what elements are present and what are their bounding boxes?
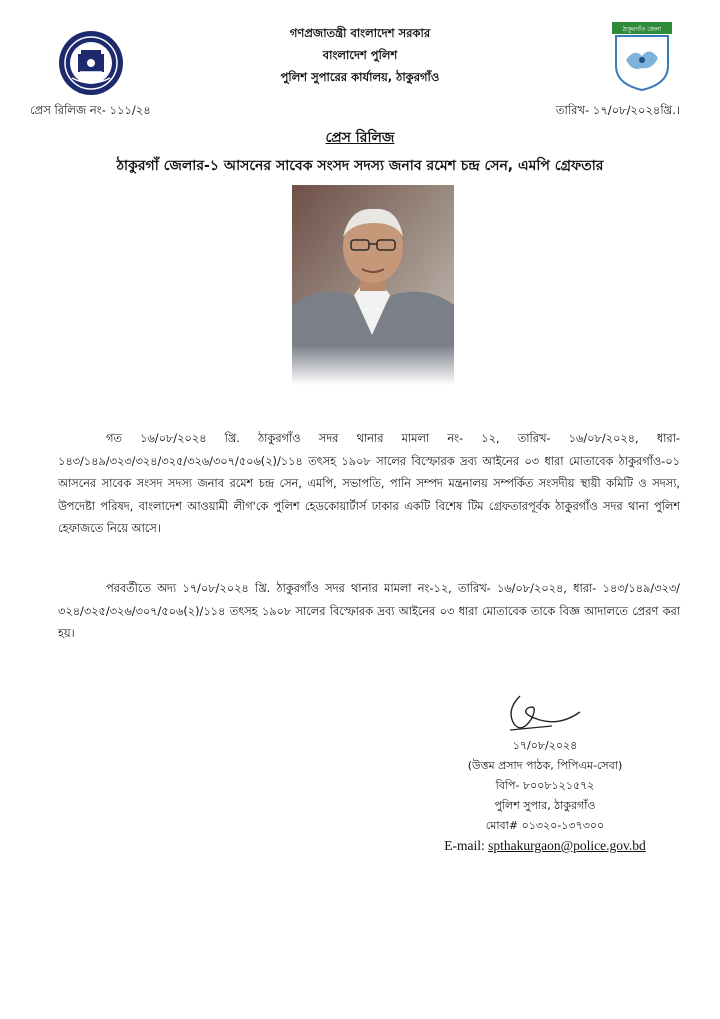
email-row: [410, 836, 680, 856]
signatory-designation: পুলিশ সুপার, ঠাকুরগাঁও: [494, 799, 596, 812]
government-header: [180, 22, 540, 88]
document-title: প্রেস রিলিজ: [325, 130, 395, 146]
press-release-number: প্রেস রিলিজ নং- ১১১/২৪: [30, 103, 151, 117]
email-link[interactable]: spthakurgaon@police.gov.bd: [488, 838, 646, 853]
reference-row: [30, 102, 680, 122]
signatory-mobile: মোবা# ০১৩২০-১৩৭৩০০: [485, 819, 605, 832]
signatory-bp-number: বিপি- ৮০০৮১২১৫৭২: [495, 779, 595, 792]
signature-date: ১৭/০৮/২০২৪: [512, 739, 578, 752]
header-police-line: বাংলাদেশ পুলিশ: [322, 48, 398, 62]
bangladesh-police-emblem-icon: [58, 30, 124, 96]
body-paragraph-1: গত ১৬/০৮/২০২৪ খ্রি. ঠাকুরগাঁও সদর থানার মামলা নং- ১২, তারিখ- ১৬/০৮/২০২৪, ধারা- ১৪৩/১৪৯/৩২৩/৩২৪/৩২৫/৩২৬/৩০৭/৫০৬(২)/১১৪ তৎসহ ১৯০৮ সালের বিস্ফোরক দ্রব্য আইনের ০৩ ধারা মোতাবেক ঠাকুরগাঁও-০১ আসনের সাবেক সংসদ সদস্য জনাব রমেশ চন্দ্র সেন, এমপি, সভাপতি, পানি সম্পদ মন্ত্রনালয় সম্পর্কিত সংসদীয় স্থায়ী কমিটি ও সদস্য, উপদেষ্টা পরিষদ, বাংলাদেশ আওয়ামী লীগ'কে পুলিশ হেডকোয়ার্টার্স ঢাকার একটি বিশেষ টিম গ্রেফতারপূর্বক ঠাকুরগাঁও সদর থানা পুলিশ হেফাজতে নিয়ে আসে।: [58, 432, 680, 535]
body-paragraph-2: পরবর্তীতে অদ্য ১৭/০৮/২০২৪ খ্রি. ঠাকুরগাঁও সদর থানার মামলা নং-১২, তারিখ- ১৬/০৮/২০২৪, ধারা- ১৪৩/১৪৯/৩২৩/ ৩২৪/৩২৫/৩২৬/৩০৭/৫০৬(২)/১১৪ তৎসহ ১৯০৮ সালের বিস্ফোরক দ্রব্য আইনের ০৩ ধারা মোতাবেক তাকে বিজ্ঞ আদালতে প্রেরণ করা হয়।: [58, 582, 680, 640]
header-government-line: গণপ্রজাতন্ত্রী বাংলাদেশ সরকার: [289, 26, 431, 40]
email-label: E-mail:: [444, 838, 485, 853]
header-office-line: পুলিশ সুপারের কার্যালয়, ঠাকুরগাঁও: [280, 70, 440, 84]
signatory-name: (উত্তম প্রসাদ পাঠক, পিপিএম-সেবা): [467, 759, 623, 772]
press-release-date: তারিখ- ১৭/০৮/২০২৪খ্রি.।: [555, 103, 680, 117]
headline: ঠাকুরগাঁ জেলার-১ আসনের সাবেক সংসদ সদস্য জনাব রমেশ চন্দ্র সেন, এমপি গ্রেফতার: [116, 158, 604, 174]
signature-block: [410, 736, 680, 856]
district-logo-label: ঠাকুরগাঁও জেলা: [622, 26, 662, 33]
handwritten-signature: [480, 690, 590, 740]
portrait-photo: [292, 185, 454, 385]
district-police-logo-icon: [612, 22, 672, 92]
